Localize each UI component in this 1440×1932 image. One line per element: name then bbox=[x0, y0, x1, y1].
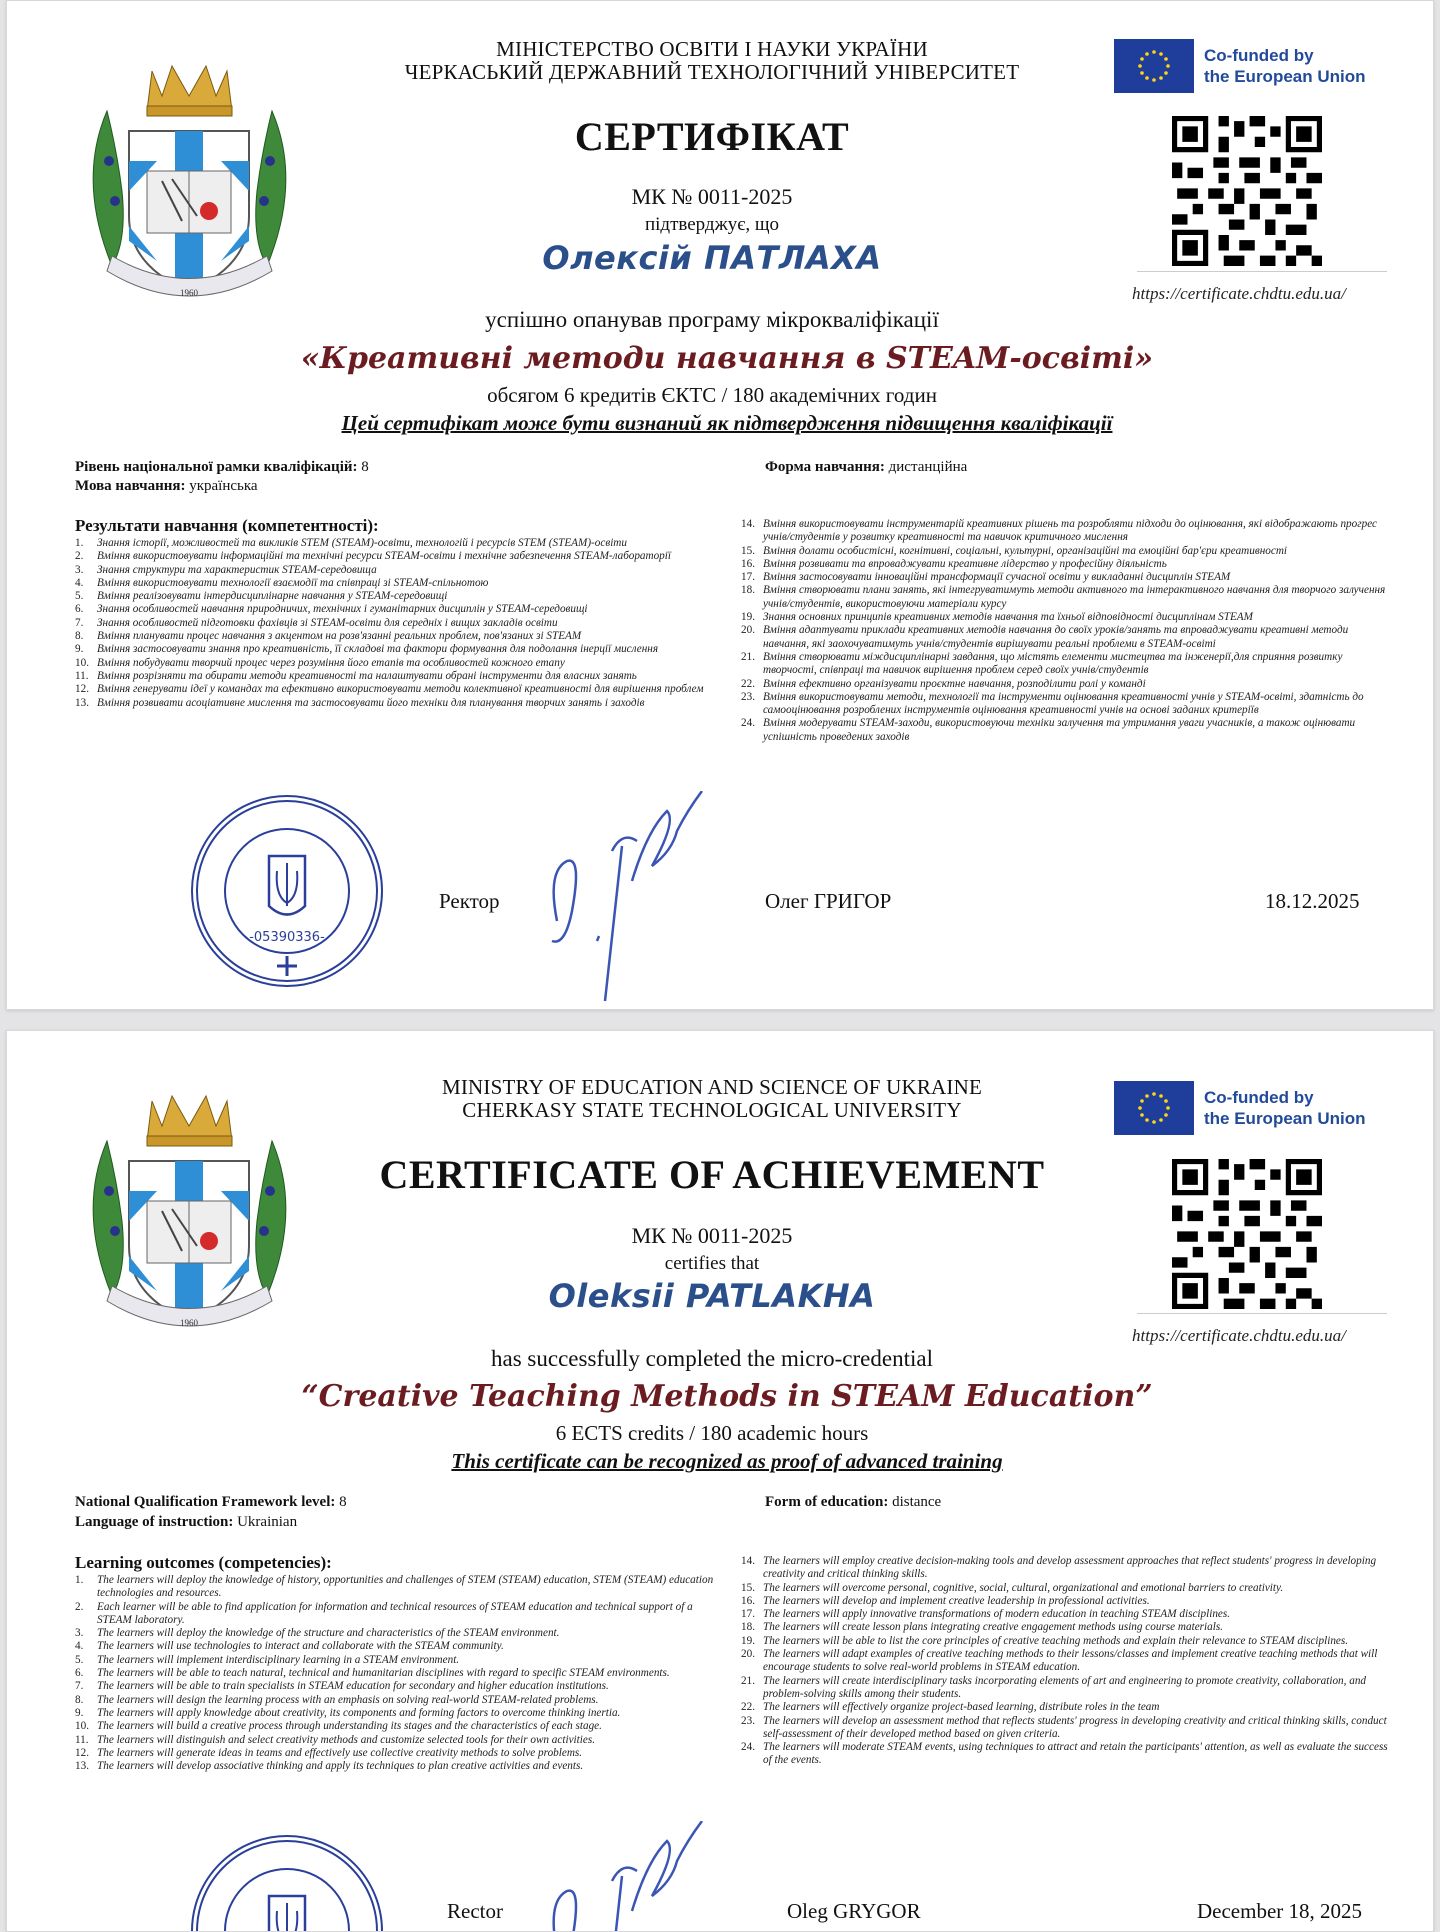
course-title: «Креативні методи навчання в STEAM-освіті» bbox=[300, 341, 1154, 376]
qr-divider bbox=[1137, 271, 1387, 272]
recipient-name: Oleksii PATLAKHA bbox=[548, 1277, 876, 1315]
outcome-number: 17. bbox=[741, 571, 755, 584]
outcome-number: 14. bbox=[741, 1555, 755, 1567]
learning-outcome-item bbox=[75, 1667, 725, 1680]
outcome-number: 14. bbox=[741, 518, 755, 530]
certifies-text: підтверджує, що bbox=[644, 214, 780, 235]
outcome-text: Вміння розрізняти та обирати методи креативності та налаштувати обрані інструменти для власних занять bbox=[97, 669, 637, 682]
language-of-instruction bbox=[75, 1513, 297, 1532]
outcome-number: 24. bbox=[741, 717, 755, 730]
learning-outcome-item bbox=[741, 1701, 1396, 1714]
outcome-text: Вміння застосовувати інноваційні трансформації сучасної освіти у викладанні дисциплін STEAM bbox=[763, 571, 1231, 584]
outcome-text: The learners will create interdisciplinary tasks incorporating elements of art and engineering to promote creativity, collaboration, and problem-solving skills among their students. bbox=[763, 1674, 1367, 1700]
outcome-text: The learners will build a creative process through understanding its stages and the characteristics of each stage. bbox=[97, 1720, 602, 1733]
qr-divider bbox=[1137, 1313, 1387, 1314]
recipient-name: Олексій ПАТЛАХА bbox=[542, 239, 882, 277]
learning-outcome-item bbox=[75, 1720, 725, 1733]
language-of-instruction bbox=[75, 477, 258, 496]
language-label: Language of instruction: bbox=[75, 1514, 234, 1530]
outcome-number: 11. bbox=[75, 669, 89, 682]
completed-text: has successfully completed the micro-credential bbox=[491, 1346, 933, 1371]
outcome-number: 21. bbox=[741, 1674, 755, 1687]
learning-outcome-item bbox=[741, 611, 1396, 624]
learning-outcome-item bbox=[741, 1608, 1396, 1621]
eu-line-1: Co-funded by bbox=[1204, 1088, 1314, 1107]
eu-cofunded-logo bbox=[1114, 1081, 1366, 1135]
outcome-text: Вміння створювати плани занять, які інтегруватимуть методи активного та інтерактивного навчання для творчого залучення учнів/студентів, використовуючи матеріали курсу bbox=[763, 584, 1386, 610]
learning-outcome-item bbox=[75, 564, 725, 577]
outcome-number: 23. bbox=[741, 1714, 755, 1727]
issue-date: 18.12.2025 bbox=[1265, 889, 1360, 913]
outcome-text: The learners will effectively organize project-based learning, distribute roles in the team bbox=[763, 1701, 1160, 1714]
ministry-header bbox=[337, 1076, 1087, 1122]
outcome-text: Вміння застосовувати знання про креативність, її складові та фактори формування для подолання інерції мислення bbox=[97, 643, 659, 656]
learning-outcome-item bbox=[75, 1747, 725, 1760]
eu-cofunded-logo bbox=[1114, 39, 1366, 93]
outcome-text: The learners will apply knowledge about creativity, its components and forming factors to overcome thinking inertia. bbox=[97, 1706, 621, 1719]
rector-label: Rector bbox=[447, 1899, 503, 1923]
outcome-number: 2. bbox=[75, 1600, 84, 1613]
verification-url[interactable]: https://certificate.chdtu.edu.ua/ bbox=[1132, 284, 1346, 303]
outcome-number: 4. bbox=[75, 1640, 84, 1653]
learning-outcome-item bbox=[75, 657, 725, 670]
certificate-ukrainian bbox=[6, 0, 1434, 1010]
form-value: дистанційна bbox=[888, 459, 968, 475]
nqf-value: 8 bbox=[361, 459, 369, 475]
form-of-education bbox=[765, 1493, 941, 1512]
certificate-number: МК № 0011-2025 bbox=[631, 184, 793, 209]
outcome-number: 7. bbox=[75, 1680, 84, 1693]
outcome-text: The learners will apply innovative transformations of modern education in teaching STEAM disciplines. bbox=[763, 1608, 1231, 1621]
outcome-text: The learners will be able to teach natural, technical and humanitarian disciplines with regard to specific STEAM environments. bbox=[97, 1667, 670, 1680]
outcome-number: 22. bbox=[741, 677, 755, 690]
language-label: Мова навчання: bbox=[75, 478, 186, 494]
outcome-text: The learners will implement interdisciplinary learning in a STEAM environment. bbox=[97, 1653, 460, 1666]
outcome-number: 23. bbox=[741, 690, 755, 703]
outcome-number: 8. bbox=[75, 630, 84, 643]
form-value: distance bbox=[892, 1494, 942, 1510]
outcome-number: 11. bbox=[75, 1733, 89, 1746]
learning-outcome-item bbox=[741, 518, 1396, 545]
outcome-number: 15. bbox=[741, 544, 755, 557]
language-value: українська bbox=[189, 478, 258, 494]
outcome-text: The learners will distinguish and select creativity methods and customize selected tools for their own activities. bbox=[97, 1733, 595, 1746]
outcome-text: The learners will be able to list the core principles of creative teaching methods and explain their relevance to STEAM disciplines. bbox=[763, 1634, 1349, 1647]
outcome-text: The learners will develop an assessment method that reflects students' progress in developing creativity and critical thinking skills, conduct self-assessment of their developed method based on given criteria. bbox=[763, 1714, 1387, 1740]
learning-outcome-item bbox=[75, 630, 725, 643]
outcome-text: Each learner will be able to find application for information and technical resources of STEAM education and technical support of a STEAM laboratory. bbox=[97, 1600, 693, 1626]
crest-year: 1960 bbox=[180, 1318, 198, 1328]
certificate-title: CERTIFICATE OF ACHIEVEMENT bbox=[379, 1152, 1045, 1197]
learning-outcomes-list-right bbox=[741, 1555, 1396, 1768]
rector-signature bbox=[527, 791, 727, 1010]
credits-text: обсягом 6 кредитів ЄКТС / 180 академічних годин bbox=[487, 383, 937, 407]
ministry-header bbox=[337, 38, 1087, 84]
learning-outcome-item bbox=[75, 603, 725, 616]
outcome-number: 17. bbox=[741, 1608, 755, 1621]
outcome-text: Вміння реалізовувати інтердисциплінарне навчання у STEAM-середовищі bbox=[97, 590, 448, 603]
learning-outcome-item bbox=[741, 1621, 1396, 1634]
nqf-label: National Qualification Framework level: bbox=[75, 1494, 336, 1510]
eu-flag-icon bbox=[1114, 1081, 1194, 1135]
learning-outcome-item bbox=[741, 1635, 1396, 1648]
outcome-text: The learners will create lesson plans integrating creative engagement methods using course materials. bbox=[763, 1621, 1223, 1634]
ministry-line-2: ЧЕРКАСЬКИЙ ДЕРЖАВНИЙ ТЕХНОЛОГІЧНИЙ УНІВЕРСИТЕТ bbox=[404, 60, 1020, 84]
outcome-text: Вміння використовувати методи, технології та інструменти оцінювання креативності учнів у STEAM-освіті, здатність до самооцінювання розроблених інструментів оцінювання креативності учнів на основі заданих критеріїв bbox=[763, 690, 1364, 717]
learning-outcome-item bbox=[75, 1654, 725, 1667]
outcome-number: 6. bbox=[75, 1667, 84, 1680]
learning-outcome-item bbox=[75, 1707, 725, 1720]
outcome-number: 4. bbox=[75, 576, 84, 589]
certifies-text: certifies that bbox=[664, 1253, 760, 1274]
outcome-number: 10. bbox=[75, 1720, 89, 1733]
outcome-number: 19. bbox=[741, 611, 755, 624]
learning-outcome-item bbox=[741, 1648, 1396, 1675]
learning-outcome-item bbox=[75, 683, 725, 696]
outcome-number: 24. bbox=[741, 1741, 755, 1754]
official-stamp bbox=[187, 791, 387, 991]
outcome-number: 21. bbox=[741, 650, 755, 663]
outcome-text: The learners will deploy the knowledge of the structure and characteristics of the STEAM environment. bbox=[97, 1627, 560, 1640]
course-title: “Creative Teaching Methods in STEAM Education” bbox=[301, 1379, 1153, 1414]
outcome-text: Вміння розвивати та впроваджувати креативне лідерство у професійну діяльність bbox=[763, 557, 1167, 570]
outcome-number: 12. bbox=[75, 1746, 89, 1759]
form-label: Form of education: bbox=[765, 1494, 889, 1510]
learning-outcome-item bbox=[75, 537, 725, 550]
eu-line-2: the European Union bbox=[1204, 67, 1366, 86]
outcome-number: 8. bbox=[75, 1693, 84, 1706]
nqf-value: 8 bbox=[339, 1494, 347, 1510]
qr-code[interactable] bbox=[1172, 116, 1322, 266]
rector-signature bbox=[527, 1821, 727, 1932]
learning-outcome-item bbox=[75, 697, 725, 710]
ministry-line-2: CHERKASY STATE TECHNOLOGICAL UNIVERSITY bbox=[462, 1098, 962, 1122]
learning-outcome-item bbox=[741, 545, 1396, 558]
learning-outcomes-list-left bbox=[75, 1574, 725, 1773]
outcome-text: Знання структури та характеристик STEAM-середовища bbox=[97, 563, 377, 576]
certificate-english bbox=[6, 1030, 1434, 1932]
learning-outcome-item bbox=[741, 558, 1396, 571]
outcome-number: 5. bbox=[75, 590, 84, 603]
outcome-text: The learners will develop associative thinking and apply its techniques to plan creative activities and events. bbox=[97, 1760, 584, 1773]
outcome-number: 10. bbox=[75, 656, 89, 669]
outcome-text: The learners will employ creative decision-making tools and develop assessment approaches that reflect students' progress in developing creativity and critical thinking skills. bbox=[763, 1555, 1377, 1581]
eu-line-1: Co-funded by bbox=[1204, 46, 1314, 65]
learning-outcome-item bbox=[75, 590, 725, 603]
outcome-text: Знання особливостей навчання природничих, технічних і гуманітарних дисциплін у STEAM-середовищі bbox=[97, 603, 588, 616]
outcome-text: Вміння адаптувати приклади креативних методів навчання до своїх уроків/занять та впроваджувати креативні методи навчання, які заохочуватимуть учнів/студентів вирішувати реальні проблеми в STEAM-освіті bbox=[763, 624, 1349, 650]
outcome-text: Вміння генерувати ідеї у командах та ефективно використовувати методи колективної креативності для вирішення проблем bbox=[97, 683, 704, 696]
language-value: Ukrainian bbox=[237, 1514, 298, 1530]
qr-code[interactable] bbox=[1172, 1159, 1322, 1309]
learning-outcome-item bbox=[75, 617, 725, 630]
rector-label: Ректор bbox=[439, 889, 500, 913]
outcome-number: 20. bbox=[741, 1648, 755, 1661]
recognition-note: This certificate can be recognized as proof of advanced training bbox=[451, 1449, 1003, 1473]
university-crest-logo bbox=[67, 51, 312, 311]
learning-outcome-item bbox=[741, 1582, 1396, 1595]
learning-outcome-item bbox=[741, 1715, 1396, 1742]
outcome-number: 1. bbox=[75, 537, 84, 549]
outcome-text: Вміння створювати міждисциплінарні завдання, що містять елементи мистецтва та інженерії,для сприяння розвитку творчості, співпраці та навичок вирішення проблем серед своїх учнів/студентів bbox=[763, 650, 1343, 677]
outcome-text: The learners will adapt examples of creative teaching methods to their lessons/classes and implement creative teaching methods that will encourage students to solve real-world problems in STEAM education. bbox=[763, 1648, 1378, 1674]
learning-outcome-item bbox=[741, 571, 1396, 584]
outcome-text: Вміння використовувати технології взаємодії та співпраці зі STEAM-спільнотою bbox=[97, 576, 489, 589]
learning-outcome-item bbox=[75, 550, 725, 563]
outcome-text: The learners will overcome personal, cognitive, social, cultural, organizational and emotional barriers to creativity. bbox=[763, 1581, 1284, 1594]
credits-text: 6 ECTS credits / 180 academic hours bbox=[555, 1421, 869, 1445]
outcome-number: 19. bbox=[741, 1634, 755, 1647]
outcome-text: The learners will use technologies to interact and collaborate with the STEAM community. bbox=[97, 1640, 504, 1653]
outcome-text: The learners will moderate STEAM events, using techniques to attract and retain the participants' attention, as well as evaluate the success of the events. bbox=[763, 1741, 1388, 1767]
outcome-number: 18. bbox=[741, 1621, 755, 1634]
certificate-number: МК № 0011-2025 bbox=[631, 1223, 793, 1248]
outcome-number: 12. bbox=[75, 683, 89, 696]
learning-outcome-item bbox=[75, 1680, 725, 1693]
learning-outcomes-list-left bbox=[75, 537, 725, 710]
learning-outcome-item bbox=[741, 1675, 1396, 1702]
learning-outcome-item bbox=[75, 577, 725, 590]
outcome-number: 9. bbox=[75, 643, 84, 656]
learning-outcome-item bbox=[741, 1555, 1396, 1582]
learning-outcome-item bbox=[75, 1694, 725, 1707]
outcome-text: The learners will generate ideas in teams and effectively use collective creativity methods to solve problems. bbox=[97, 1746, 583, 1759]
outcome-text: Знання особливостей підготовки фахівців зі STEAM-освіти для середніх і вищих закладів освіти bbox=[97, 616, 558, 629]
crest-year: 1960 bbox=[180, 288, 198, 298]
form-label: Форма навчання: bbox=[765, 459, 885, 475]
outcome-number: 6. bbox=[75, 603, 84, 616]
learning-outcome-item bbox=[75, 643, 725, 656]
learning-outcome-item bbox=[741, 717, 1396, 744]
outcome-number: 1. bbox=[75, 1574, 84, 1586]
learning-outcome-item bbox=[75, 1734, 725, 1747]
eu-line-2: the European Union bbox=[1204, 1109, 1366, 1128]
learning-outcomes-list-right bbox=[741, 518, 1396, 744]
learning-outcome-item bbox=[75, 1627, 725, 1640]
outcome-text: Вміння ефективно організувати проєктне навчання, розподілити ролі у команді bbox=[763, 677, 1146, 690]
outcome-text: Вміння долати особистісні, когнітивні, соціальні, культурні, організаційні та емоційні бар'єри креативності bbox=[763, 544, 1288, 557]
form-of-education bbox=[765, 458, 967, 477]
outcome-number: 13. bbox=[75, 696, 89, 709]
learning-outcomes-title: Результати навчання (компетентності): bbox=[75, 516, 379, 535]
outcome-number: 15. bbox=[741, 1581, 755, 1594]
outcome-number: 16. bbox=[741, 557, 755, 570]
outcome-number: 20. bbox=[741, 624, 755, 637]
outcome-number: 5. bbox=[75, 1653, 84, 1666]
ministry-line-1: MINISTRY OF EDUCATION AND SCIENCE OF UKRAINE bbox=[441, 1075, 983, 1099]
eu-flag-icon bbox=[1114, 39, 1194, 93]
learning-outcome-item bbox=[75, 1601, 725, 1628]
nqf-level bbox=[75, 458, 369, 477]
outcome-number: 3. bbox=[75, 563, 84, 576]
outcome-text: Вміння розвивати асоціативне мислення та застосовувати його техніки для планування творчих занять і заходів bbox=[97, 696, 645, 709]
outcome-text: Вміння модерувати STEAM-заходи, використовуючи техніки залучення та утримання уваги учасників, а також оцінювати успішність проведених заходів bbox=[763, 717, 1356, 743]
ministry-line-1: МІНІСТЕРСТВО ОСВІТИ І НАУКИ УКРАЇНИ bbox=[496, 37, 928, 61]
outcome-text: The learners will deploy the knowledge of history, opportunities and challenges of STEM (STEAM) education, STEM (STEAM) education technologies and resources. bbox=[97, 1574, 714, 1600]
outcome-number: 22. bbox=[741, 1701, 755, 1714]
rector-name: Олег ГРИГОР bbox=[765, 889, 892, 913]
outcome-text: Вміння побудувати творчий процес через розуміння його етапів та особливостей кожного етапу bbox=[97, 656, 565, 669]
learning-outcomes-title: Learning outcomes (competencies): bbox=[75, 1553, 332, 1572]
learning-outcome-item bbox=[75, 670, 725, 683]
rector-name: Oleg GRYGOR bbox=[787, 1899, 921, 1923]
outcome-text: The learners will develop and implement creative leadership in professional activities. bbox=[763, 1594, 1150, 1607]
learning-outcome-item bbox=[741, 584, 1396, 611]
issue-date: December 18, 2025 bbox=[1197, 1899, 1363, 1923]
learning-outcome-item bbox=[741, 1595, 1396, 1608]
learning-outcome-item bbox=[741, 691, 1396, 718]
outcome-text: The learners will be able to train specialists in STEAM education for secondary and higher education institutions. bbox=[97, 1680, 609, 1693]
nqf-label: Рівень національної рамки кваліфікацій: bbox=[75, 459, 358, 475]
outcome-number: 9. bbox=[75, 1706, 84, 1719]
nqf-level bbox=[75, 1493, 347, 1512]
outcome-number: 18. bbox=[741, 584, 755, 597]
outcome-number: 16. bbox=[741, 1594, 755, 1607]
learning-outcome-item bbox=[741, 1741, 1396, 1768]
outcome-text: The learners will design the learning process with an emphasis on solving real-world STEAM-related problems. bbox=[97, 1693, 599, 1706]
learning-outcome-item bbox=[741, 678, 1396, 691]
outcome-number: 13. bbox=[75, 1760, 89, 1773]
university-crest-logo bbox=[67, 1081, 312, 1341]
svg-text:-05390336-: -05390336- bbox=[249, 930, 325, 945]
certificate-title: СЕРТИФІКАТ bbox=[574, 114, 850, 159]
official-stamp bbox=[187, 1831, 387, 1932]
outcome-text: Знання історії, можливостей та викликів STEM (STEAM)-освіти, технологій і ресурсів STEM (STEAM)-освіти bbox=[97, 537, 627, 549]
outcome-text: Вміння використовувати інструментарій креативних рішень та розробляти підходи до оцінювання, які відображають прогрес учнів/студентів у розвитку креативності та навичок критичного мислення bbox=[763, 518, 1377, 544]
learning-outcome-item bbox=[75, 1574, 725, 1601]
completed-text: успішно опанував програму мікрокваліфікації bbox=[485, 307, 939, 332]
learning-outcome-item bbox=[741, 624, 1396, 651]
outcome-text: Вміння використовувати інформаційні та технічні ресурси STEAM-освіти і технічне забезпечення STEAM-лабораторії bbox=[97, 550, 671, 563]
learning-outcome-item bbox=[75, 1640, 725, 1653]
outcome-number: 2. bbox=[75, 550, 84, 563]
outcome-number: 7. bbox=[75, 616, 84, 629]
outcome-text: Вміння планувати процес навчання з акцентом на розв'язанні реальних проблем, пов'язаних зі STEAM bbox=[97, 630, 582, 643]
verification-url[interactable]: https://certificate.chdtu.edu.ua/ bbox=[1132, 1326, 1346, 1345]
learning-outcome-item bbox=[75, 1760, 725, 1773]
outcome-number: 3. bbox=[75, 1627, 84, 1640]
learning-outcome-item bbox=[741, 651, 1396, 678]
recognition-note: Цей сертифікат може бути визнаний як підтвердження підвищення кваліфікації bbox=[341, 411, 1113, 435]
outcome-text: Знання основних принципів креативних методів навчання та їхньої відповідності дисциплінам STEAM bbox=[763, 611, 1253, 624]
